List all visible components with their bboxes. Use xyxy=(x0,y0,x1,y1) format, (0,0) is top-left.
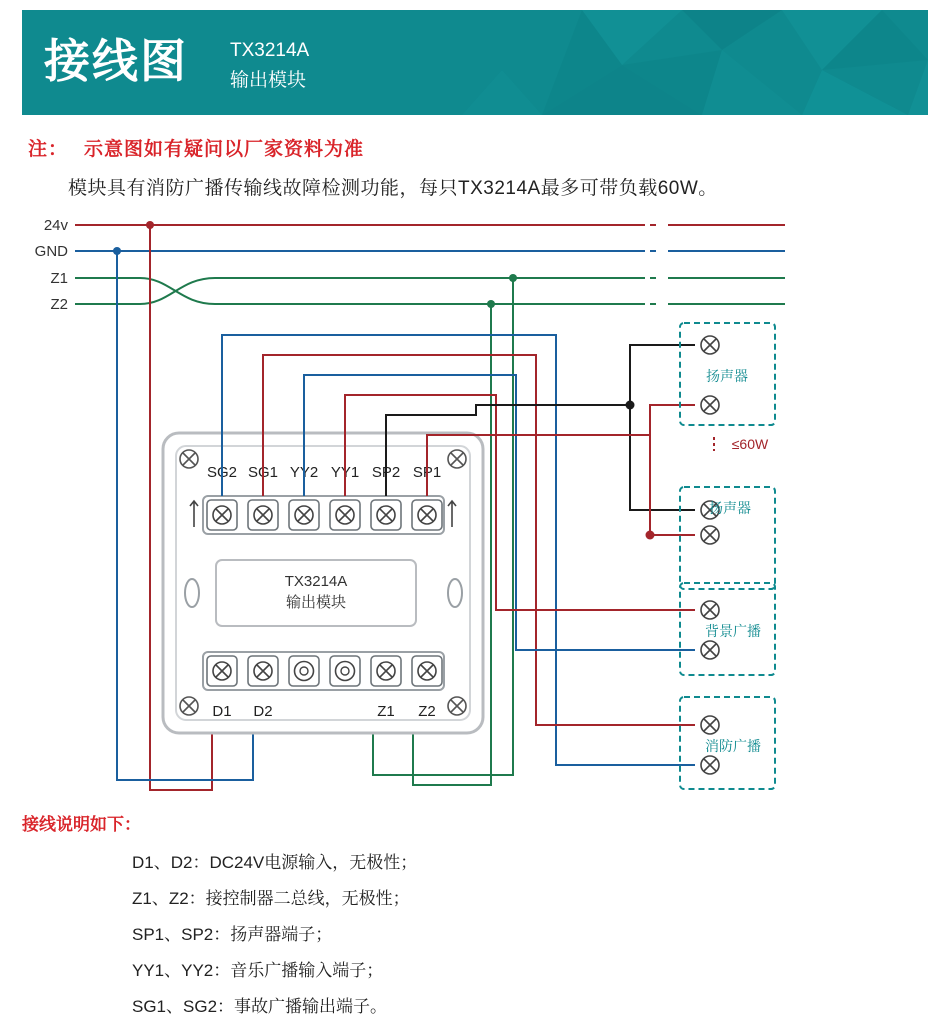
terminal-label-sp2: SP2 xyxy=(371,464,401,481)
module-subname-text: 输出模块 xyxy=(285,594,347,611)
load-terminal-speaker2-bottom xyxy=(701,526,719,544)
top-terminal-strip xyxy=(203,496,444,534)
load-terminal-bg-bottom xyxy=(701,641,719,659)
header-module-type: 输出模块 xyxy=(230,70,307,91)
terminal-label-z1: Z1 xyxy=(377,703,395,720)
load-label-fire-broadcast: 消防广播 xyxy=(705,738,761,754)
instructions-list xyxy=(132,845,417,1025)
note-row xyxy=(28,134,364,161)
load-terminal-speaker1-bottom xyxy=(701,396,719,414)
note-warning-text: 示意图如有疑问以厂家资料为准 xyxy=(84,139,365,160)
load-label-speaker-2: 扬声器 xyxy=(709,500,751,516)
load-terminal-bg-top xyxy=(701,601,719,619)
header-model: TX3214A xyxy=(230,40,310,61)
bottom-terminal-strip xyxy=(203,652,444,690)
module-label-plate xyxy=(216,560,416,626)
description-text: 模块具有消防广播传输线故障检测功能，每只TX3214A最多可带负载60W。 xyxy=(68,178,718,199)
module-name-text: TX3214A xyxy=(284,573,348,590)
terminal-label-yy1: YY1 xyxy=(330,464,360,481)
list-item: SG1、SG2：事故广播输出端子。 xyxy=(132,997,388,1016)
load-label-bg-broadcast: 背景广播 xyxy=(705,623,761,639)
bus-label-24v: 24v xyxy=(43,217,68,234)
list-item: YY1、YY2：音乐广播输入端子； xyxy=(132,961,384,980)
junction-dot-gnd xyxy=(113,247,121,255)
bus-label-z1: Z1 xyxy=(50,270,68,287)
list-item: Z1、Z2：接控制器二总线，无极性； xyxy=(132,889,410,908)
terminal-label-sg1: SG1 xyxy=(247,464,279,481)
module-left-slot xyxy=(185,579,199,607)
wiring-diagram-svg xyxy=(0,205,950,805)
list-item: SP1、SP2：扬声器端子； xyxy=(132,925,333,944)
instructions-title: 接线说明如下： xyxy=(22,815,141,834)
wire-sp2-branch-speaker2 xyxy=(630,405,695,510)
terminal-label-d1: D1 xyxy=(212,703,232,720)
load-terminal-speaker1-top xyxy=(701,336,719,354)
junction-dot-24v xyxy=(146,221,154,229)
terminal-label-sp1: SP1 xyxy=(412,464,442,481)
junction-dot-speaker-black xyxy=(626,401,635,410)
load-terminal-fire-top xyxy=(701,716,719,734)
load-terminal-fire-bottom xyxy=(701,756,719,774)
note-label: 注： xyxy=(28,139,69,160)
bus-label-gnd: GND xyxy=(34,243,68,260)
junction-dot-z2 xyxy=(487,300,495,308)
load-label-speaker-1: 扬声器 xyxy=(706,368,748,384)
terminal-label-yy2: YY2 xyxy=(289,464,319,481)
wiring-diagram xyxy=(0,205,950,805)
wire-sp1-branch-speaker2 xyxy=(650,435,695,535)
page-title: 接线图 xyxy=(44,35,188,87)
terminal-label-sg2: SG2 xyxy=(206,464,238,481)
header-banner xyxy=(22,10,928,115)
header-subtitle xyxy=(230,36,309,96)
power-note-text: ≤60W xyxy=(731,436,769,452)
junction-dot-speaker-red xyxy=(646,531,655,540)
bus-label-z2: Z2 xyxy=(50,296,68,313)
junction-dot-z1 xyxy=(509,274,517,282)
module-right-slot xyxy=(448,579,462,607)
terminal-label-d2: D2 xyxy=(253,703,273,720)
list-item: D1、D2：DC24V电源输入，无极性； xyxy=(132,853,418,872)
terminal-label-z2: Z2 xyxy=(418,703,436,720)
